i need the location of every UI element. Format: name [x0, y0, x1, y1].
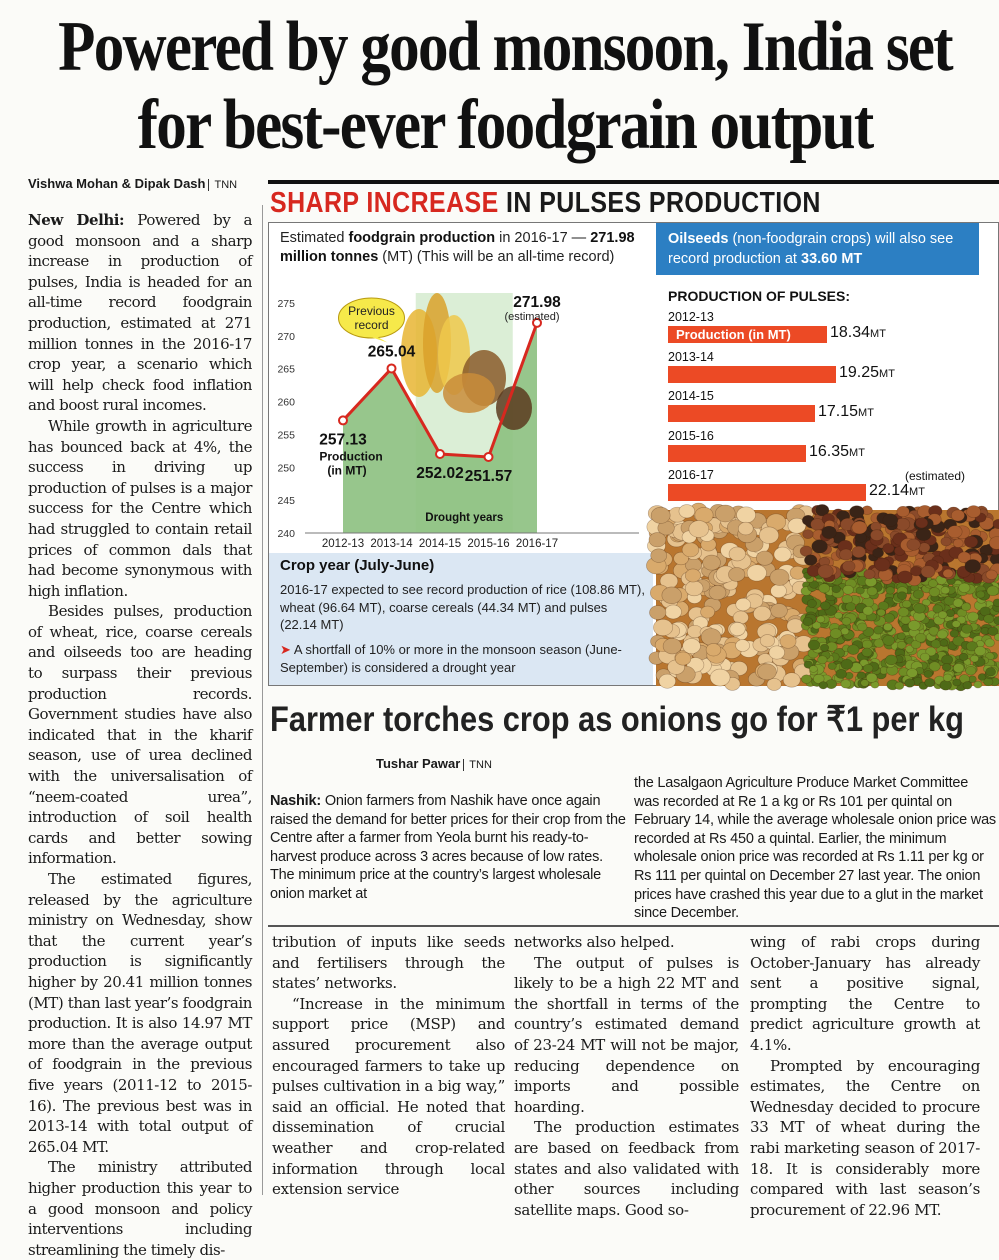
pulse-bar	[668, 445, 806, 462]
grain-shape	[920, 653, 929, 661]
y-tick-label: 250	[277, 462, 295, 475]
pulse-bar-inlabel: Production (in MT)	[676, 327, 791, 342]
story2-text: the Lasalgaon Agriculture Produce Market Committee was recorded at Re 1 a kg or Rs 101 per quintal on February 14, while the average wholesale onion price was recorded at Rs 450 a quintal. Earlier, the minimum wholesale onion price was recorded at Rs 1.11 per kg or Rs 111 per quintal on December 27 last year. The onion prices have crashed this year due to a glut in the market since December.	[634, 775, 996, 922]
grain-shape	[653, 619, 672, 635]
grain-shape	[967, 506, 981, 518]
grain-shape	[946, 609, 955, 616]
foodgrain-area-chart	[269, 283, 653, 553]
paragraph: “Increase in the minimum support price (MSP) and assured procurement also encouraged farmers to take up pulses cultivation in a big way,” said an official. He noted that dissemination of crucial weather and crop-related information through local extension service	[272, 994, 505, 1199]
estimated-label: (estimated)	[504, 310, 560, 323]
oilseeds-value: 33.60 MT	[801, 251, 863, 267]
pulse-year-label: 2013-14	[668, 350, 714, 364]
grain-shape	[709, 585, 726, 599]
pulse-bar	[668, 484, 866, 501]
grain-shape	[883, 623, 892, 631]
grain-shape	[663, 638, 681, 654]
grain-shape	[883, 635, 895, 645]
y-tick-label: 265	[277, 363, 295, 376]
paragraph: tribution of inputs like seeds and fertilisers through the states’ networks.	[272, 933, 505, 993]
grain-shape	[897, 592, 906, 600]
grain-shape	[665, 605, 682, 619]
data-label: 271.98	[513, 293, 561, 311]
grain-shape	[685, 569, 700, 582]
grain-shape	[839, 549, 852, 560]
grain-shape	[940, 639, 948, 646]
grain-shape	[783, 673, 800, 688]
drought-note-text: A shortfall of 10% or more in the monsoon season (June-September) is considered a drought year	[280, 642, 622, 675]
intro-text: Estimated	[280, 230, 349, 246]
grain-shape	[863, 664, 873, 672]
grain-shape	[875, 558, 890, 571]
grain-shape	[883, 543, 894, 553]
grain-shape	[961, 603, 970, 611]
pulse-value-label: 16.35MT	[809, 443, 865, 460]
grain-shape	[819, 584, 830, 593]
pulse-value-label: 19.25MT	[839, 364, 895, 381]
grain-shape	[962, 624, 973, 633]
grain-shape	[715, 505, 735, 522]
grain-shape	[832, 585, 841, 593]
grain-shape	[864, 569, 875, 579]
article-column-3	[514, 932, 739, 1220]
grain-shape	[938, 611, 947, 619]
data-label: 251.57	[464, 467, 513, 485]
pulse-value-label: 18.34MT	[830, 324, 886, 341]
grain-shape	[841, 628, 849, 635]
grain-shape	[948, 526, 963, 538]
grain-shape	[730, 622, 745, 635]
pulse-year-label: 2014-15	[668, 389, 714, 403]
grain-shape	[905, 679, 915, 688]
pulse-bar	[668, 366, 836, 383]
pulse-unit: MT	[858, 407, 874, 419]
grain-shape	[951, 510, 964, 521]
grain-shape	[756, 551, 773, 565]
grain-shape	[801, 675, 811, 684]
grain-shape	[898, 571, 913, 583]
grain-shape	[803, 617, 813, 625]
grain-shape	[862, 648, 872, 657]
grain-shape	[941, 587, 950, 594]
grain-shape	[649, 606, 666, 620]
grain-shape	[771, 584, 787, 597]
y-tick-label: 255	[277, 429, 295, 442]
y-tick-label: 245	[277, 495, 295, 508]
grain-shape	[921, 566, 935, 578]
grain-shape	[928, 580, 937, 588]
grain-shape	[757, 664, 776, 680]
data-label: 257.13	[319, 431, 367, 449]
grain-shape	[886, 655, 898, 665]
grain-shape	[701, 606, 715, 618]
paragraph: The estimated figures, released by the agriculture ministry on Wednesday, show that the current year’s production is significantly higher by 20.41 million tonnes (MT) than last year’s foodgrain production. It is also 14.97 MT more than the average output of foodgrain in the previous five years (2011-12 to 2015-16). The previous best was in 2013-14 with total output of 265.04 MT.	[28, 870, 252, 1156]
grain-shape	[780, 635, 796, 649]
oilseeds-plain: (non-foodgrain crops) will also see record production at	[668, 231, 954, 267]
grain-shape	[910, 566, 921, 576]
paragraph: The ministry attributed higher production this year to a good monsoon and policy interventions including streamlining the timely dis-	[28, 1158, 252, 1259]
grain-shape	[931, 640, 941, 648]
story2-headline: Farmer torches crop as onions go for ₹1 per kg	[270, 700, 964, 739]
chart-intro	[280, 229, 650, 267]
grain-shape	[895, 682, 904, 690]
grain-shape	[830, 629, 842, 639]
grain-shape	[852, 521, 867, 534]
grain-shape	[940, 680, 952, 690]
story2-byline	[376, 756, 492, 771]
grain-shape	[767, 678, 781, 690]
pulses-chart-title: PRODUCTION OF PULSES:	[668, 288, 851, 304]
grain-shape	[848, 645, 860, 655]
grain-shape	[943, 674, 952, 682]
grain-shape	[866, 673, 877, 682]
paragraph: networks also helped.	[514, 933, 675, 951]
grain-shape	[877, 609, 885, 616]
drought-note	[280, 641, 645, 676]
byline-authors: Vishwa Mohan & Dipak Dash	[28, 176, 206, 191]
story2-bottom-rule	[268, 925, 999, 927]
grain-shape	[898, 607, 909, 616]
grain-shape	[908, 620, 920, 630]
grain-shape	[943, 569, 953, 578]
grain-shape	[703, 555, 721, 570]
intro-bold: foodgrain production	[348, 230, 496, 246]
graphic-title-highlight: SHARP INCREASE	[270, 187, 499, 219]
grain-shape	[959, 583, 970, 593]
pulse-bar	[668, 326, 827, 343]
byline-agency: TNN	[208, 179, 237, 191]
grain-shape	[807, 599, 816, 607]
graphic-title-rest: IN PULSES PRODUCTION	[506, 187, 821, 219]
grain-shape	[820, 602, 830, 610]
article-column-4	[750, 932, 980, 1220]
x-tick-label: 2013-14	[370, 538, 413, 550]
grain-shape	[952, 621, 960, 628]
grain-shape	[883, 514, 898, 527]
pulse-unit: MT	[879, 368, 895, 380]
grain-shape	[812, 540, 828, 553]
intro-bold: 271.98 million tonnes	[280, 230, 635, 265]
byline	[28, 176, 237, 191]
grain-shape	[870, 530, 883, 541]
grain-shape	[863, 606, 873, 615]
grain-shape	[913, 590, 923, 599]
grain-shape	[886, 587, 895, 595]
intro-text: in 2016-17 —	[495, 230, 591, 246]
grain-shape	[974, 681, 982, 688]
grain-shape	[736, 598, 751, 611]
grain-shape	[937, 630, 948, 639]
grain-shape	[915, 633, 926, 642]
grain-shape	[808, 640, 820, 650]
paragraph: Prompted by encouraging estimates, the Centre on Wednesday decided to procure 33 MT of wheat during the rabi marketing season of 2017-18. It is considerably more compared with last season’s procurement of 22.96 MT.	[750, 1056, 980, 1219]
grain-shape	[967, 612, 978, 621]
grain-shape	[852, 546, 865, 557]
pulse-value-label: 22.14MT	[869, 482, 925, 499]
grain-shape	[736, 640, 750, 652]
data-label: 265.04	[367, 343, 416, 361]
grain-shape	[850, 506, 864, 518]
grain-shape	[867, 587, 877, 596]
grain-shape	[729, 547, 746, 561]
grain-shape	[987, 586, 999, 596]
grain-shape	[986, 570, 997, 580]
grain-shape	[845, 602, 855, 611]
grain-shape	[975, 646, 986, 656]
grain-shape	[682, 543, 699, 557]
pulses-photo	[656, 510, 999, 686]
pulse-bar	[668, 405, 815, 422]
grain-shape	[841, 680, 851, 689]
grain-shape	[966, 666, 976, 675]
oilseeds-text	[668, 229, 978, 269]
grain-shape	[862, 640, 872, 649]
y-tick-label: 260	[277, 396, 295, 409]
grain-shape	[914, 603, 926, 613]
grain-shape	[817, 616, 825, 623]
y-tick-label: 240	[277, 528, 295, 540]
paragraph: Powered by a good monsoon and a sharp increase in production of pulses, India is headed for an all-time record foodgrain production, estimated at 271 million tonnes in the 2016-17 crop year, a scenario which will help check food inflation and boost rural incomes.	[28, 211, 252, 415]
grain-shape	[651, 549, 667, 563]
grain-shape	[706, 643, 721, 656]
grain-shape	[836, 669, 847, 678]
paragraph: The production estimates are based on feedback from states and also validated with other sources including satellite maps. Good so-	[514, 1118, 739, 1219]
data-point	[339, 416, 347, 424]
grain-shape	[897, 633, 905, 640]
grain-shape	[820, 644, 828, 651]
grain-shape	[976, 591, 985, 598]
grain-shape	[803, 530, 814, 539]
grain-shape	[822, 526, 837, 539]
data-point	[436, 450, 444, 458]
grain-shape	[843, 585, 854, 594]
grain-shape	[809, 666, 817, 673]
grain-shape	[897, 641, 906, 649]
grain-shape	[649, 533, 666, 547]
pulse-unit: MT	[870, 328, 886, 340]
grain-shape	[689, 521, 709, 538]
grain-shape	[986, 668, 996, 677]
grain-shape	[959, 653, 968, 660]
paragraph: wing of rabi crops during October-January has already sent a positive signal, prompting the Centre to predict agriculture growth at 4.1%.	[750, 933, 980, 1054]
story2-column-1	[270, 792, 630, 904]
paragraph: While growth in agriculture has bounced back at 4%, the success in driving up production of pulses is a major success for the Centre which had struggled to contain retail prices of common dals that had become synonymous with high inflation.	[28, 416, 252, 600]
grain-shape	[737, 507, 756, 523]
data-point	[388, 364, 396, 372]
y-axis-label: Production	[319, 449, 383, 464]
grain-shape	[925, 678, 935, 687]
grain-shape	[907, 668, 918, 677]
story2-author: Tushar Pawar	[376, 756, 461, 771]
grain-shape	[771, 604, 788, 618]
arrow-icon: ➤	[280, 642, 291, 657]
intro-text: (MT) (This will be an all-time record)	[378, 249, 615, 265]
grain-shape	[950, 630, 959, 637]
grain-shape	[770, 569, 789, 585]
grain-shape	[685, 581, 703, 596]
grain-shape	[662, 587, 682, 604]
graphic-title	[270, 187, 821, 220]
grain-shape	[728, 567, 744, 581]
grain-shape	[856, 587, 864, 594]
pulse-unit: MT	[909, 486, 925, 498]
grain-shape	[985, 639, 995, 647]
grain-shape	[902, 600, 911, 608]
grain-shape	[907, 539, 921, 550]
y-axis-label-unit: (in MT)	[327, 463, 367, 478]
grain-shape	[710, 669, 730, 686]
grain-shape	[753, 606, 771, 621]
grain-shape	[963, 681, 972, 689]
grain-shape	[738, 522, 753, 535]
pulse-year-label: 2016-17	[668, 468, 714, 482]
story2-dateline: Nashik:	[270, 793, 321, 809]
pulse-year-label: 2012-13	[668, 310, 714, 324]
grain-shape	[817, 656, 827, 664]
story2-agency: TNN	[463, 759, 492, 771]
paragraph: The output of pulses is likely to be a high 22 MT and the shortfall in terms of the country’s estimated demand of 23-24 MT will not be major, reducing dependence on imports and possible hoarding.	[514, 953, 739, 1116]
headline: Powered by good monsoon, India set for best-ever foodgrain output	[58, 8, 952, 164]
crop-year-text: 2016-17 expected to see record production of rice (108.86 MT), wheat (96.64 MT), coarse cereals (44.34 MT) and pulses (22.14 MT)	[280, 582, 645, 632]
article-column-1	[28, 210, 252, 1260]
y-tick-label: 275	[277, 298, 295, 310]
y-tick-label: 270	[277, 330, 295, 343]
grain-shape	[993, 599, 999, 607]
grain-heap-shape	[443, 373, 495, 413]
callout-text: record	[354, 318, 389, 332]
grain-shape	[953, 539, 963, 548]
grain-shape	[984, 615, 994, 624]
grain-shape	[873, 548, 884, 557]
grain-shape	[774, 547, 791, 562]
grain-shape	[857, 623, 867, 631]
grain-shape	[874, 626, 883, 634]
grain-shape	[970, 655, 978, 662]
column-divider	[262, 205, 263, 1195]
grain-shape	[679, 505, 695, 518]
article-column-2	[272, 932, 505, 1200]
grain-shape	[804, 555, 817, 566]
story2-column-2	[634, 774, 996, 923]
x-tick-label: 2014-15	[418, 538, 462, 550]
grain-shape	[675, 652, 691, 665]
grain-shape	[760, 635, 775, 647]
grain-shape	[651, 507, 670, 523]
grain-shape	[953, 663, 964, 672]
grain-shape	[818, 565, 834, 578]
grain-shape	[953, 679, 961, 686]
grain-shape	[747, 565, 766, 581]
graphic-top-rule	[268, 180, 999, 184]
x-tick-label: 2016-17	[515, 538, 559, 550]
grain-shape	[924, 670, 933, 677]
grain-shape	[683, 639, 701, 654]
grain-shape	[941, 655, 952, 665]
grain-shape	[929, 587, 940, 596]
grain-shape	[701, 629, 721, 646]
grain-shape	[828, 663, 836, 670]
drought-years-label: Drought years	[425, 512, 504, 524]
pulse-year-label: 2015-16	[668, 429, 714, 443]
story2-text: Onion farmers from Nashik have once again raised the demand for better prices for their crop from the Centre after a farmer from Yeola burnt his ready-to-harvest produce across 3 acres because of low rates. The minimum price at the country’s largest wholesale onion market at	[270, 793, 626, 902]
grain-shape	[942, 663, 951, 671]
grain-shape	[842, 561, 855, 572]
grain-shape	[759, 527, 778, 544]
data-label: 252.02	[416, 465, 464, 483]
oilseeds-bold: Oilseeds	[668, 231, 729, 247]
grain-shape	[819, 682, 828, 689]
grain-shape	[916, 518, 928, 528]
x-tick-label: 2015-16	[467, 538, 510, 550]
crop-year-title: Crop year (July-June)	[280, 557, 435, 574]
grain-shape	[842, 617, 851, 625]
grain-shape	[769, 646, 785, 659]
pulse-value-label: 17.15MT	[818, 403, 874, 420]
x-tick-label: 2012-13	[321, 538, 365, 550]
grain-shape	[941, 537, 951, 546]
grain-shape	[965, 560, 981, 573]
pulses-estimated-note: (estimated)	[905, 469, 966, 483]
grain-shape	[897, 506, 910, 517]
dateline: New Delhi:	[28, 211, 125, 229]
paragraph: Besides pulses, production of wheat, rice, coarse cereals and oilseeds too are heading to surpass their previous production records. Government studies have also indicated that in the kharif season, use of urea declined with the universalisation of “neem-coated urea”, introduction of soil health cards and better sowing information.	[28, 602, 252, 868]
grain-shape	[841, 659, 853, 669]
data-point	[485, 453, 493, 461]
pulse-unit: MT	[849, 447, 865, 459]
callout-text: Previous	[348, 304, 395, 318]
